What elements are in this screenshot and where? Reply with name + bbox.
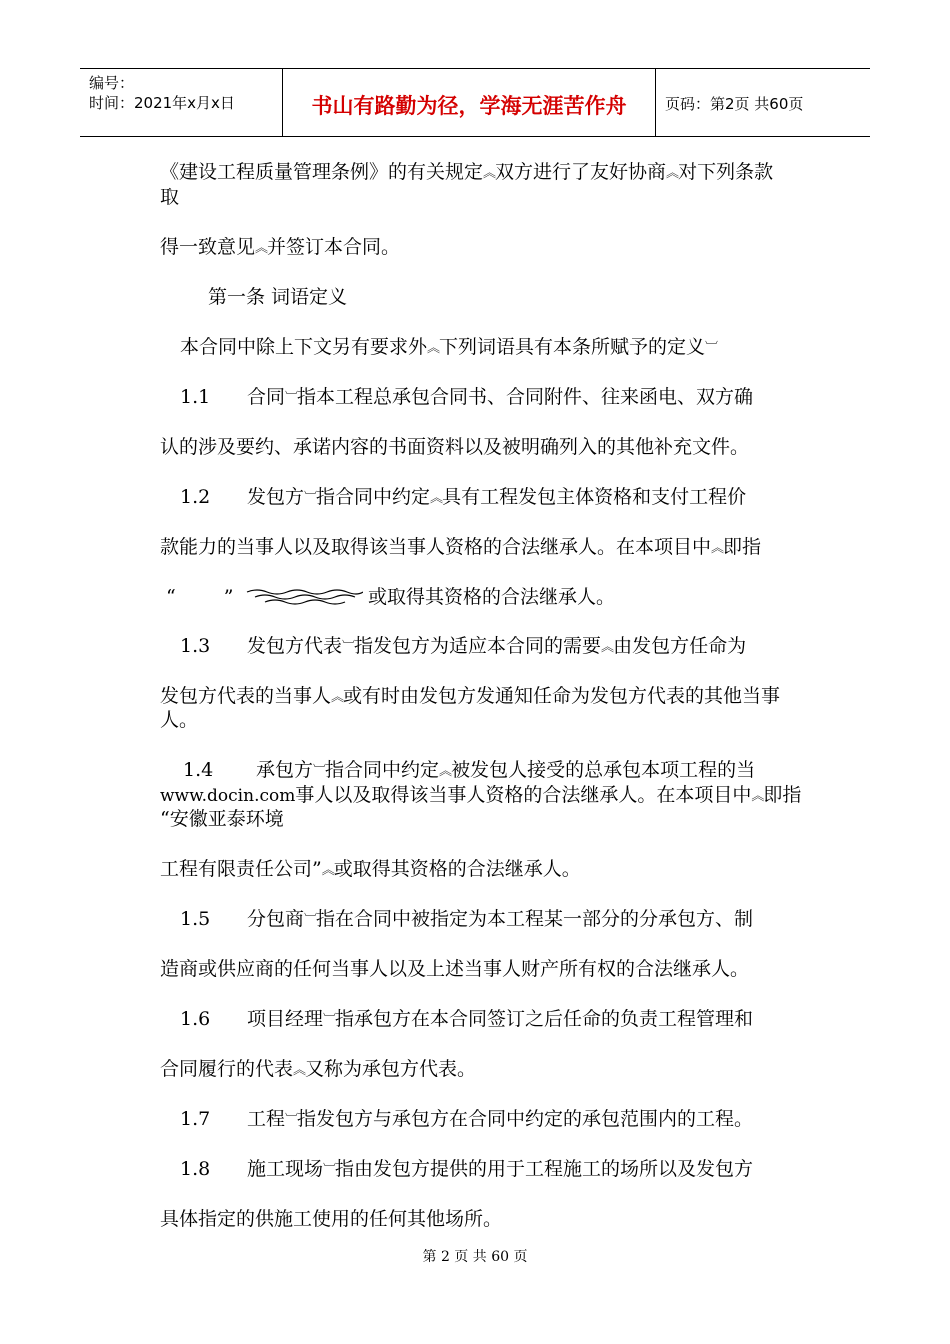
- text-run: 或取得其资格的合法继承人。: [333, 858, 581, 880]
- time-label: 时间：2021年x月x日: [89, 94, 235, 112]
- quote-open: “: [166, 586, 176, 608]
- text-line: [160, 685, 780, 709]
- separator-mark: ︺: [285, 1113, 298, 1128]
- clause-1-7: [180, 1108, 753, 1132]
- separator-mark: ︽: [666, 166, 679, 181]
- text-run: 事人以及取得该当事人资格的合法继承人。在本项目中: [295, 784, 752, 806]
- clause-1-8: [180, 1158, 753, 1182]
- separator-mark: ︺: [285, 391, 298, 406]
- separator-mark: ︺: [313, 764, 326, 779]
- text-line: [160, 1058, 476, 1082]
- text-run: 被发包人接受的总承包本项工程的当: [451, 759, 756, 781]
- separator-mark: ︽: [430, 491, 443, 506]
- separator-mark: ︽: [255, 241, 268, 256]
- clause-1-3: [180, 635, 746, 659]
- term: 施工现场: [247, 1158, 324, 1180]
- clause-number: 1.1: [180, 386, 211, 408]
- clause-1-2: [180, 486, 746, 510]
- text-run: 具有工程发包主体资格和支付工程价: [442, 486, 747, 508]
- header-motto-cell: [282, 69, 656, 136]
- text-line: 造商或供应商的任何当事人以及上述当事人财产所有权的合法继承人。: [160, 958, 750, 980]
- clause-number: 1.8: [180, 1158, 211, 1180]
- clause-number: 1.7: [180, 1108, 211, 1130]
- text-line: [180, 336, 717, 360]
- text-run: 指合同中约定: [316, 486, 431, 508]
- text-run: 指由发包方提供的用于工程施工的场所以及发包方: [335, 1158, 754, 1180]
- text-run: 即指: [763, 784, 802, 806]
- text-run: 指发包方与承包方在合同中约定的承包范围内的工程。: [297, 1108, 754, 1130]
- term: 发包方代表: [247, 635, 343, 657]
- term: 合同: [247, 386, 286, 408]
- text-run: 指本工程总承包合同书、合同附件、往来函电、双方确: [297, 386, 754, 408]
- text-line: [160, 161, 773, 185]
- separator-mark: ︽: [331, 690, 344, 705]
- text-line: [160, 236, 400, 260]
- text-line: 具体指定的供施工使用的任何其他场所。: [160, 1208, 503, 1230]
- text-line: “安徽亚泰环境: [160, 808, 284, 830]
- separator-mark: ︽: [601, 640, 614, 655]
- text-run: 工程有限责任公司”: [160, 858, 322, 880]
- clause-1-4: [183, 759, 755, 783]
- clause-number: 1.3: [180, 635, 211, 657]
- text-line: [160, 784, 801, 808]
- separator-mark: ︽: [483, 166, 496, 181]
- clause-1-6: [180, 1008, 753, 1032]
- separator-mark: ︽: [439, 764, 452, 779]
- term: 承包方: [256, 759, 314, 781]
- text-run: 合同履行的代表: [160, 1058, 294, 1080]
- header-page-cell: [655, 69, 870, 136]
- text-run: 由发包方任命为: [613, 635, 747, 657]
- text-run: 又称为承包方代表。: [305, 1058, 477, 1080]
- separator-mark: ︺: [304, 913, 317, 928]
- separator-mark: ︽: [711, 541, 724, 556]
- article-title: 第一条 词语定义: [208, 286, 348, 308]
- clause-1-5: [180, 908, 753, 932]
- text-line: 取: [160, 186, 180, 208]
- text-line: [160, 858, 581, 882]
- text-run: 对下列条款: [678, 161, 774, 183]
- clause-number: 1.4: [183, 759, 214, 781]
- text-line: [160, 536, 761, 560]
- text-run: 发包方代表的当事人: [160, 685, 332, 707]
- separator-mark: ︽: [321, 863, 334, 878]
- text-line: 或取得其资格的合法继承人。: [368, 586, 616, 608]
- text-run: 或有时由发包方发通知任命为发包方代表的其他当事: [343, 685, 781, 707]
- text-run: 指承包方在本合同签订之后任命的负责工程管理和: [335, 1008, 754, 1030]
- separator-mark: ︽: [751, 789, 764, 804]
- separator-mark: ︽: [427, 341, 440, 356]
- clause-number: 1.5: [180, 908, 211, 930]
- text-run: 即指: [723, 536, 762, 558]
- separator-mark: ︽: [293, 1063, 306, 1078]
- text-run: 指合同中约定: [325, 759, 440, 781]
- text-run: 得一致意见: [160, 236, 256, 258]
- text-line: [166, 586, 233, 608]
- separator-mark: ︺: [705, 341, 718, 356]
- page-code: 页码：第2页 共60页: [665, 95, 804, 113]
- motto-text: 书山有路勤为径，学海无涯苦作舟: [311, 94, 627, 118]
- text-run: 下列词语具有本条所赋予的定义: [439, 336, 706, 358]
- wavy-underline-mark: [245, 586, 363, 606]
- header-meta-cell: [80, 69, 282, 136]
- text-run: 指在合同中被指定为本工程某一部分的分承包方、制: [316, 908, 754, 930]
- clause-number: 1.6: [180, 1008, 211, 1030]
- serial-label: 编号：: [89, 74, 135, 92]
- text-run: 《建设工程质量管理条例》的有关规定: [160, 161, 484, 183]
- term: 项目经理: [247, 1008, 324, 1030]
- term: 发包方: [247, 486, 305, 508]
- text-run: 指发包方为适应本合同的需要: [354, 635, 602, 657]
- document-header: [80, 68, 870, 137]
- separator-mark: ︺: [342, 640, 355, 655]
- term: 工程: [247, 1108, 286, 1130]
- quote-close: ”: [223, 586, 234, 608]
- clause-number: 1.2: [180, 486, 211, 508]
- text-run: 并签订本合同。: [267, 236, 401, 258]
- term: 分包商: [247, 908, 305, 930]
- text-line: 认的涉及要约、承诺内容的书面资料以及被明确列入的其他补充文件。: [160, 436, 750, 458]
- separator-mark: ︺: [323, 1013, 336, 1028]
- text-run: 本合同中除上下文另有要求外: [180, 336, 428, 358]
- watermark-url: www.docin.com: [160, 786, 296, 806]
- clause-1-1: [180, 386, 753, 410]
- separator-mark: ︺: [323, 1163, 336, 1178]
- text-run: 双方进行了友好协商: [495, 161, 667, 183]
- separator-mark: ︺: [304, 491, 317, 506]
- page-footer: 第 2 页 共 60 页: [422, 1249, 528, 1265]
- text-line: 人。: [160, 709, 199, 731]
- text-run: 款能力的当事人以及取得该当事人资格的合法继承人。在本项目中: [160, 536, 712, 558]
